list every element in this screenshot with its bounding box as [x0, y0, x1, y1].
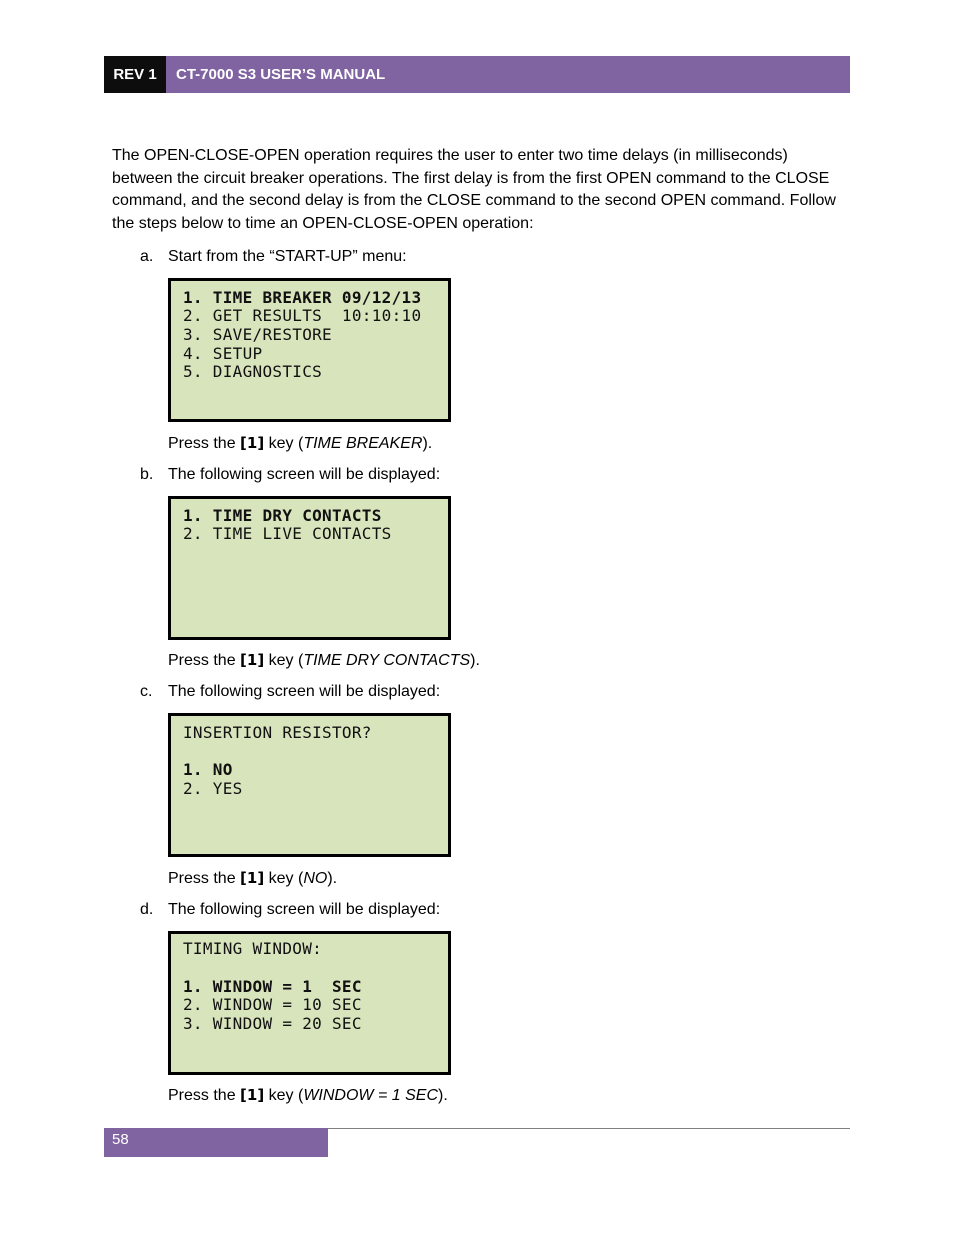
press-instruction-d: Press the [1] key (WINDOW = 1 SEC).	[168, 1086, 448, 1104]
lcd-line: INSERTION RESISTOR?	[183, 723, 372, 742]
key-label: [1]	[240, 434, 265, 452]
revision-label: REV 1	[104, 56, 166, 93]
press-instruction-c: Press the [1] key (NO).	[168, 869, 338, 887]
lcd-line: 4. SETUP	[183, 344, 263, 363]
lcd-screen-time-contacts	[168, 496, 451, 640]
lcd-line: 5. DIAGNOSTICS	[183, 362, 323, 381]
lcd-screen-insertion-resistor	[168, 713, 451, 857]
key-label: [1]	[240, 651, 265, 669]
press-instruction-a: Press the [1] key (TIME BREAKER).	[168, 434, 433, 452]
lcd-line: 2. GET RESULTS 10:10:10	[183, 306, 422, 325]
lcd-line: 2. YES	[183, 779, 243, 798]
lcd-line: 1. TIME DRY CONTACTS	[183, 506, 382, 525]
lcd-line: 2. TIME LIVE CONTACTS	[183, 524, 392, 543]
manual-title: CT-7000 S3 USER’S MANUAL	[166, 56, 850, 93]
step-letter: b.	[140, 466, 154, 483]
step-text: Start from the “START-UP” menu:	[168, 248, 407, 265]
lcd-line: 2. WINDOW = 10 SEC	[183, 995, 362, 1014]
step-letter: c.	[140, 683, 153, 700]
lcd-line: TIMING WINDOW:	[183, 939, 323, 958]
lcd-line: 3. WINDOW = 20 SEC	[183, 1014, 362, 1033]
lcd-line: 1. NO	[183, 760, 233, 779]
key-label: [1]	[240, 1086, 265, 1104]
lcd-line: 1. WINDOW = 1 SEC	[183, 977, 362, 996]
step-b	[140, 465, 440, 485]
step-c	[140, 682, 440, 702]
lcd-screen-timing-window	[168, 931, 451, 1075]
step-text: The following screen will be displayed:	[168, 683, 441, 700]
step-text: The following screen will be displayed:	[168, 466, 441, 483]
key-meaning: NO	[303, 870, 328, 887]
step-a	[140, 247, 407, 267]
intro-paragraph: The OPEN-CLOSE-OPEN operation requires the user to enter two time delays (in milliseconds) between the circuit breaker operations. The first delay is from the first OPEN command to the CLOSE command, and the second delay is from the CLOSE command to the second OPEN command. Follow the steps below to time an OPEN-CLOSE-OPEN operation:	[112, 147, 836, 232]
key-meaning: WINDOW = 1 SEC	[303, 1087, 438, 1104]
lcd-line: 3. SAVE/RESTORE	[183, 325, 332, 344]
key-label: [1]	[240, 869, 265, 887]
press-instruction-b: Press the [1] key (TIME DRY CONTACTS).	[168, 651, 480, 669]
step-d	[140, 900, 440, 920]
step-letter: a.	[140, 248, 154, 265]
page-number: 58	[104, 1128, 328, 1157]
step-text: The following screen will be displayed:	[168, 901, 441, 918]
step-letter: d.	[140, 901, 154, 918]
lcd-line: 1. TIME BREAKER 09/12/13	[183, 288, 422, 307]
lcd-screen-startup-menu	[168, 278, 451, 422]
page-header	[104, 56, 850, 93]
key-meaning: TIME BREAKER	[303, 435, 423, 452]
key-meaning: TIME DRY CONTACTS	[303, 652, 471, 669]
